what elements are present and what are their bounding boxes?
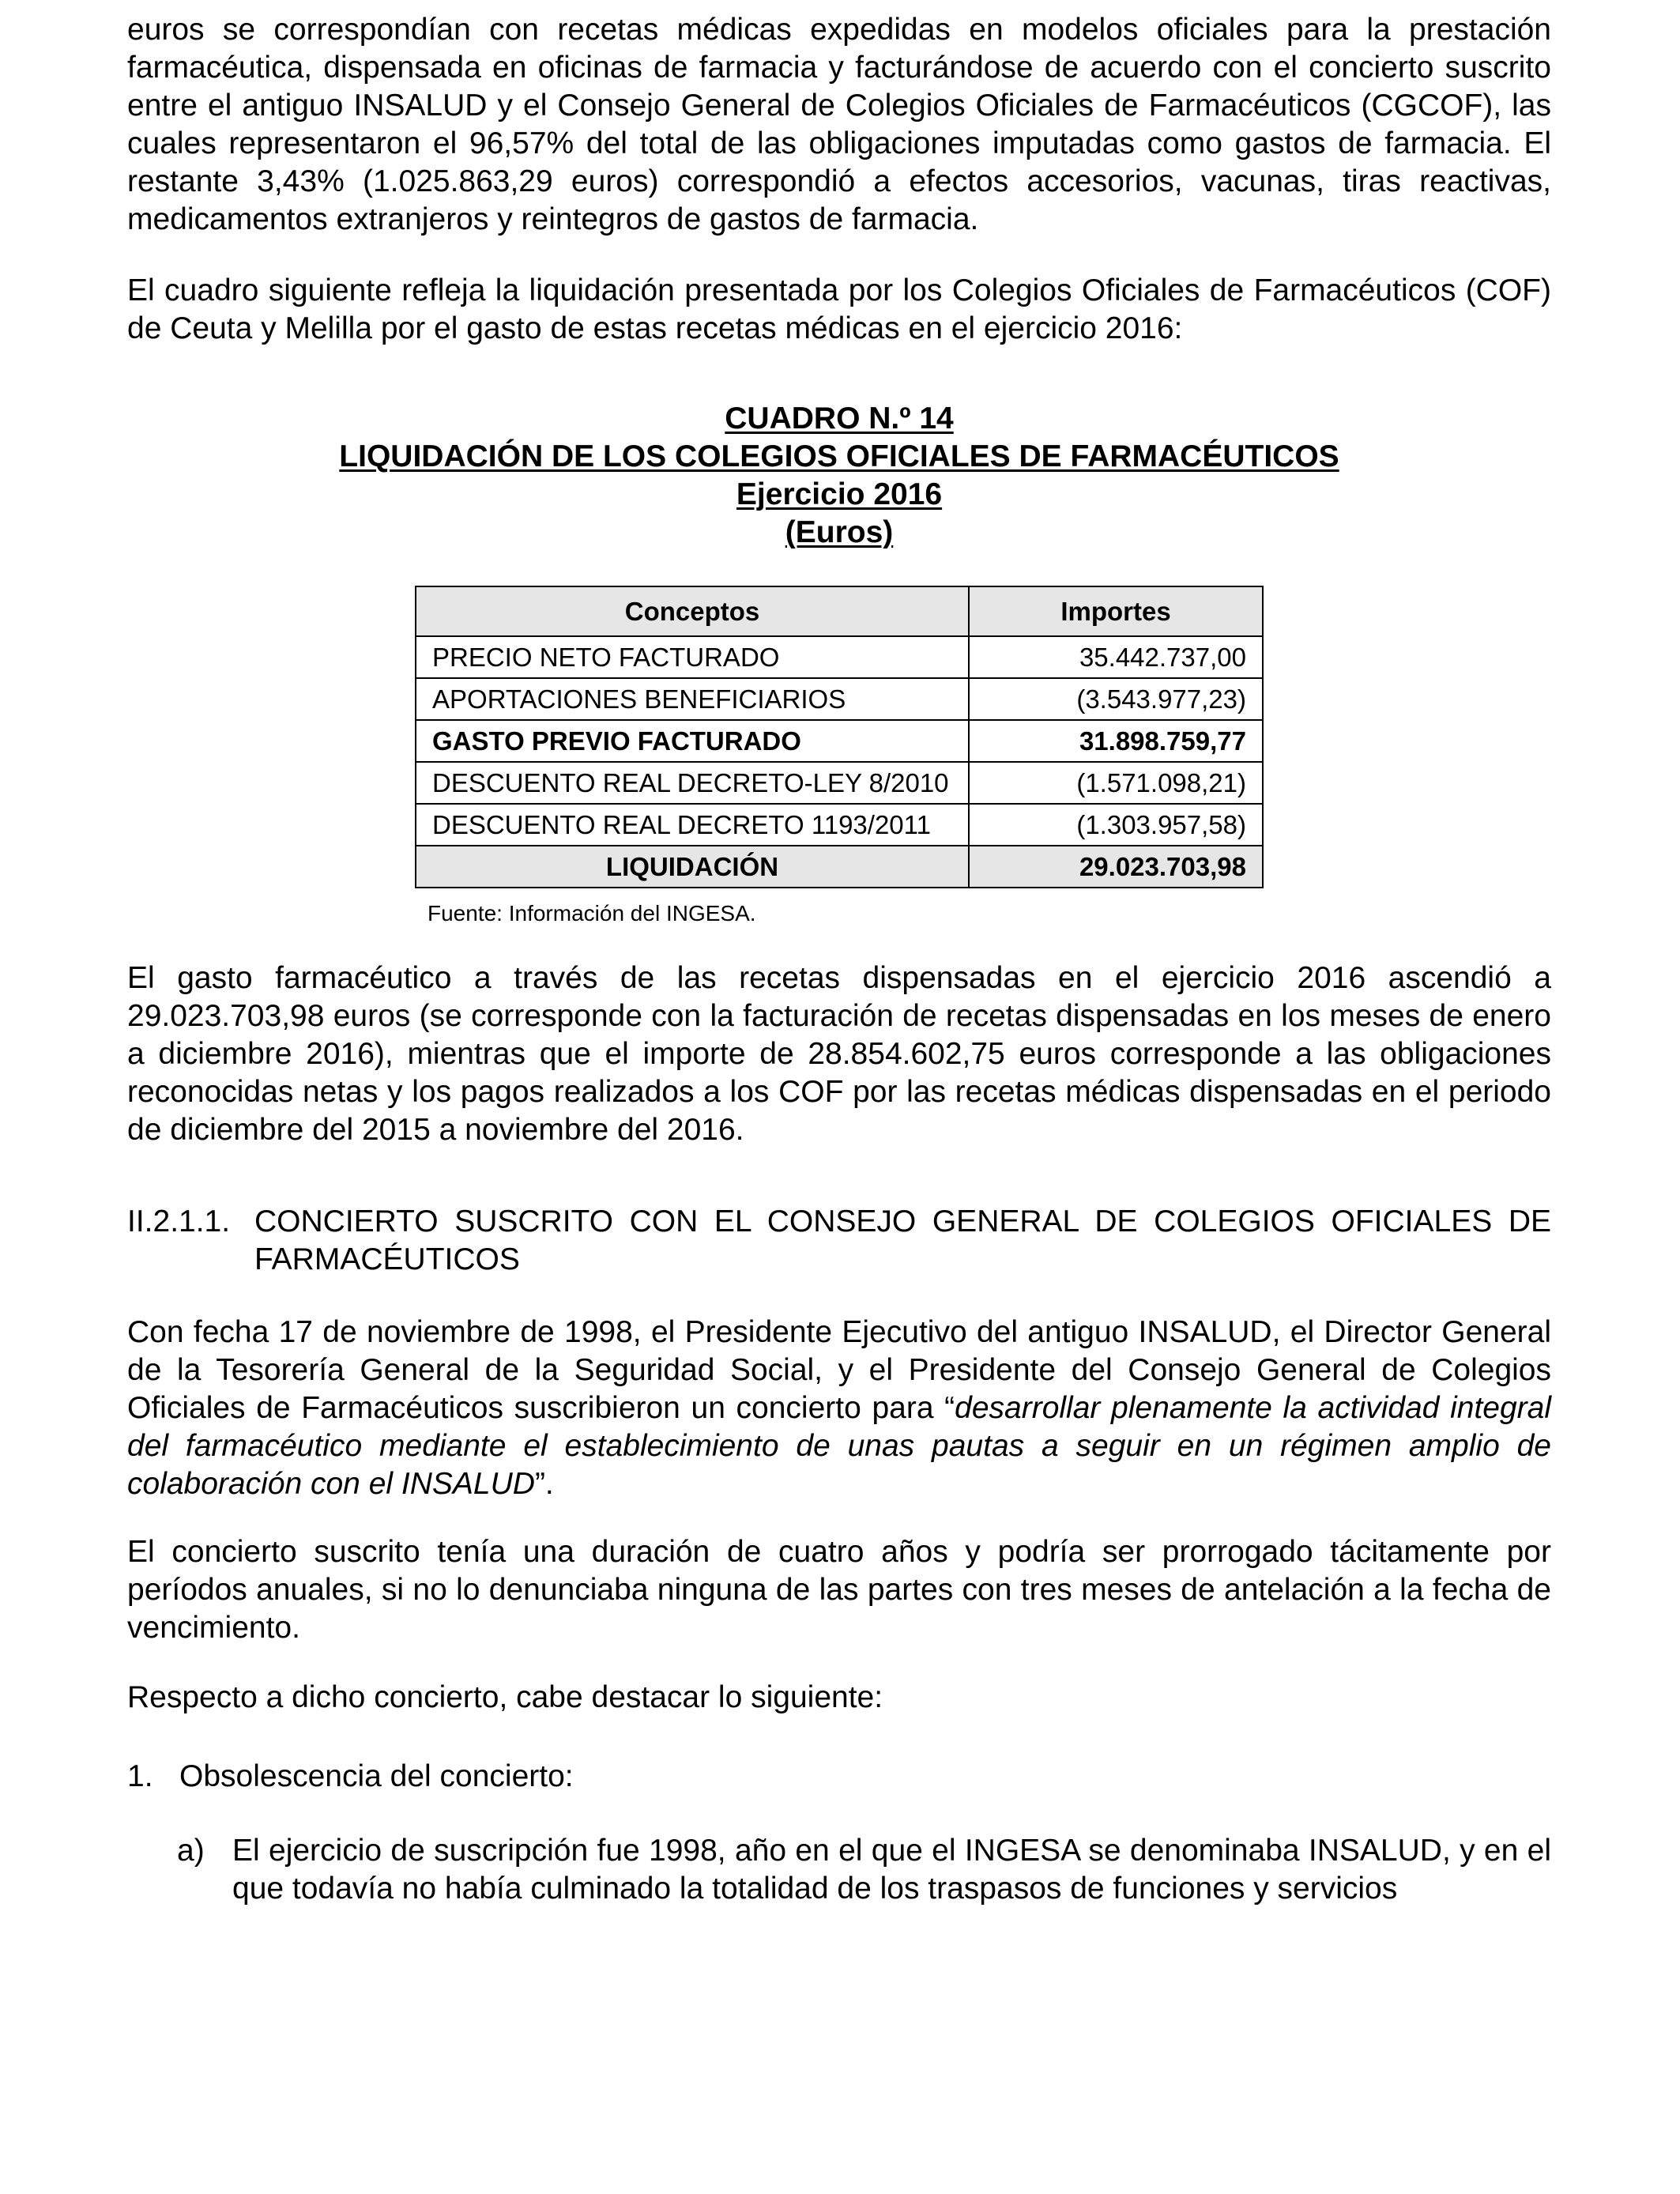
caption-line-4: (Euros) bbox=[785, 515, 894, 549]
caption-line-1: CUADRO N.º 14 bbox=[725, 401, 954, 435]
paragraph-concierto-start: Con fecha 17 de noviembre de 1998, el Presidente Ejecutivo del antiguo INSALUD, el Director General de la Tesorería General de la Seguridad Social, y el Presidente del Consejo General de Colegios Oficiales de Farmacéuticos suscribieron un concierto para “ bbox=[127, 1315, 1551, 1425]
list-item-a bbox=[177, 1832, 1551, 1908]
caption-line-2: LIQUIDACIÓN DE LOS COLEGIOS OFICIALES DE FARMACÉUTICOS bbox=[339, 439, 1339, 473]
row-concept: APORTACIONES BENEFICIARIOS bbox=[416, 678, 969, 720]
row-amount: (3.543.977,23) bbox=[969, 678, 1263, 720]
row-amount: 35.442.737,00 bbox=[969, 636, 1263, 678]
table-row bbox=[416, 636, 1263, 678]
total-amount: 29.023.703,98 bbox=[969, 846, 1263, 888]
row-concept: DESCUENTO REAL DECRETO 1193/2011 bbox=[416, 804, 969, 846]
table-row bbox=[416, 720, 1263, 762]
row-amount: (1.303.957,58) bbox=[969, 804, 1263, 846]
paragraph-concierto-end: ”. bbox=[534, 1467, 554, 1501]
paragraph-concierto-quote: desarrollar plenamente la actividad integral del farmacéutico mediante el establecimiento de unas pautas a seguir en un régimen amplio de colaboración con el INSALUD bbox=[127, 1391, 1552, 1501]
list-number: 1. bbox=[127, 1759, 153, 1793]
list-letter: a) bbox=[177, 1834, 205, 1868]
section-heading bbox=[127, 1203, 1551, 1279]
total-concept: LIQUIDACIÓN bbox=[416, 846, 969, 888]
section-title: CONCIERTO SUSCRITO CON EL CONSEJO GENERAL DE COLEGIOS OFICIALES DE FARMACÉUTICOS bbox=[254, 1204, 1551, 1276]
paragraph-expense: El gasto farmacéutico a través de las recetas dispensadas en el ejercicio 2016 ascendió a 29.023.703,98 euros (se corresponde con la facturación de recetas dispensadas en los meses de enero a diciembre 2016), mientras que el importe de 28.854.602,75 euros corresponde a las obligaciones reconocidas netas y los pagos realizados a los COF por las recetas médicas dispensadas en el periodo de diciembre del 2015 a noviembre del 2016. bbox=[127, 961, 1551, 1147]
row-concept: PRECIO NETO FACTURADO bbox=[416, 636, 969, 678]
table-row bbox=[416, 678, 1263, 720]
paragraph-concierto bbox=[127, 1314, 1551, 1503]
table-row bbox=[416, 804, 1263, 846]
paragraph-table-intro: El cuadro siguiente refleja la liquidación presentada por los Colegios Oficiales de Farmacéuticos (COF) de Ceuta y Melilla por el gasto de estas recetas médicas en el ejercicio 2016: bbox=[127, 273, 1551, 345]
caption-line-3: Ejercicio 2016 bbox=[736, 477, 943, 511]
header-importes: Importes bbox=[969, 586, 1263, 636]
liquidation-table bbox=[415, 586, 1264, 888]
section-number: II.2.1.1. bbox=[127, 1204, 231, 1238]
row-amount: (1.571.098,21) bbox=[969, 762, 1263, 804]
paragraph-highlight: Respecto a dicho concierto, cabe destacar lo siguiente: bbox=[127, 1680, 883, 1714]
paragraph-duration: El concierto suscrito tenía una duración de cuatro años y podría ser prorrogado tácitamente por períodos anuales, si no lo denunciaba ninguna de las partes con tres meses de antelación a la fecha de vencimiento. bbox=[127, 1535, 1551, 1645]
paragraph-intro: euros se correspondían con recetas médicas expedidas en modelos oficiales para la prestación farmacéutica, dispensada en oficinas de farmacia y facturándose de acuerdo con el concierto suscrito entre el antiguo INSALUD y el Consejo General de Colegios Oficiales de Farmacéuticos (CGCOF), las cuales representaron el 96,57% del total de las obligaciones imputadas como gastos de farmacia. El restante 3,43% (1.025.863,29 euros) correspondió a efectos accesorios, vacunas, tiras reactivas, medicamentos extranjeros y reintegros de gastos de farmacia. bbox=[127, 13, 1551, 236]
table-caption bbox=[127, 400, 1551, 552]
row-amount: 31.898.759,77 bbox=[969, 720, 1263, 762]
table-row bbox=[416, 762, 1263, 804]
table-total-row bbox=[416, 846, 1263, 888]
list-text: Obsolescencia del concierto: bbox=[179, 1759, 574, 1793]
row-concept: GASTO PREVIO FACTURADO bbox=[416, 720, 969, 762]
header-conceptos: Conceptos bbox=[416, 586, 969, 636]
list-text: El ejercicio de suscripción fue 1998, año en el que el INGESA se denominaba INSALUD, y en el que todavía no había culminado la totalidad de los traspasos de funciones y servicios bbox=[232, 1834, 1551, 1906]
row-concept: DESCUENTO REAL DECRETO-LEY 8/2010 bbox=[416, 762, 969, 804]
table-header-row bbox=[416, 586, 1263, 636]
table-source: Fuente: Información del INGESA. bbox=[428, 901, 756, 925]
